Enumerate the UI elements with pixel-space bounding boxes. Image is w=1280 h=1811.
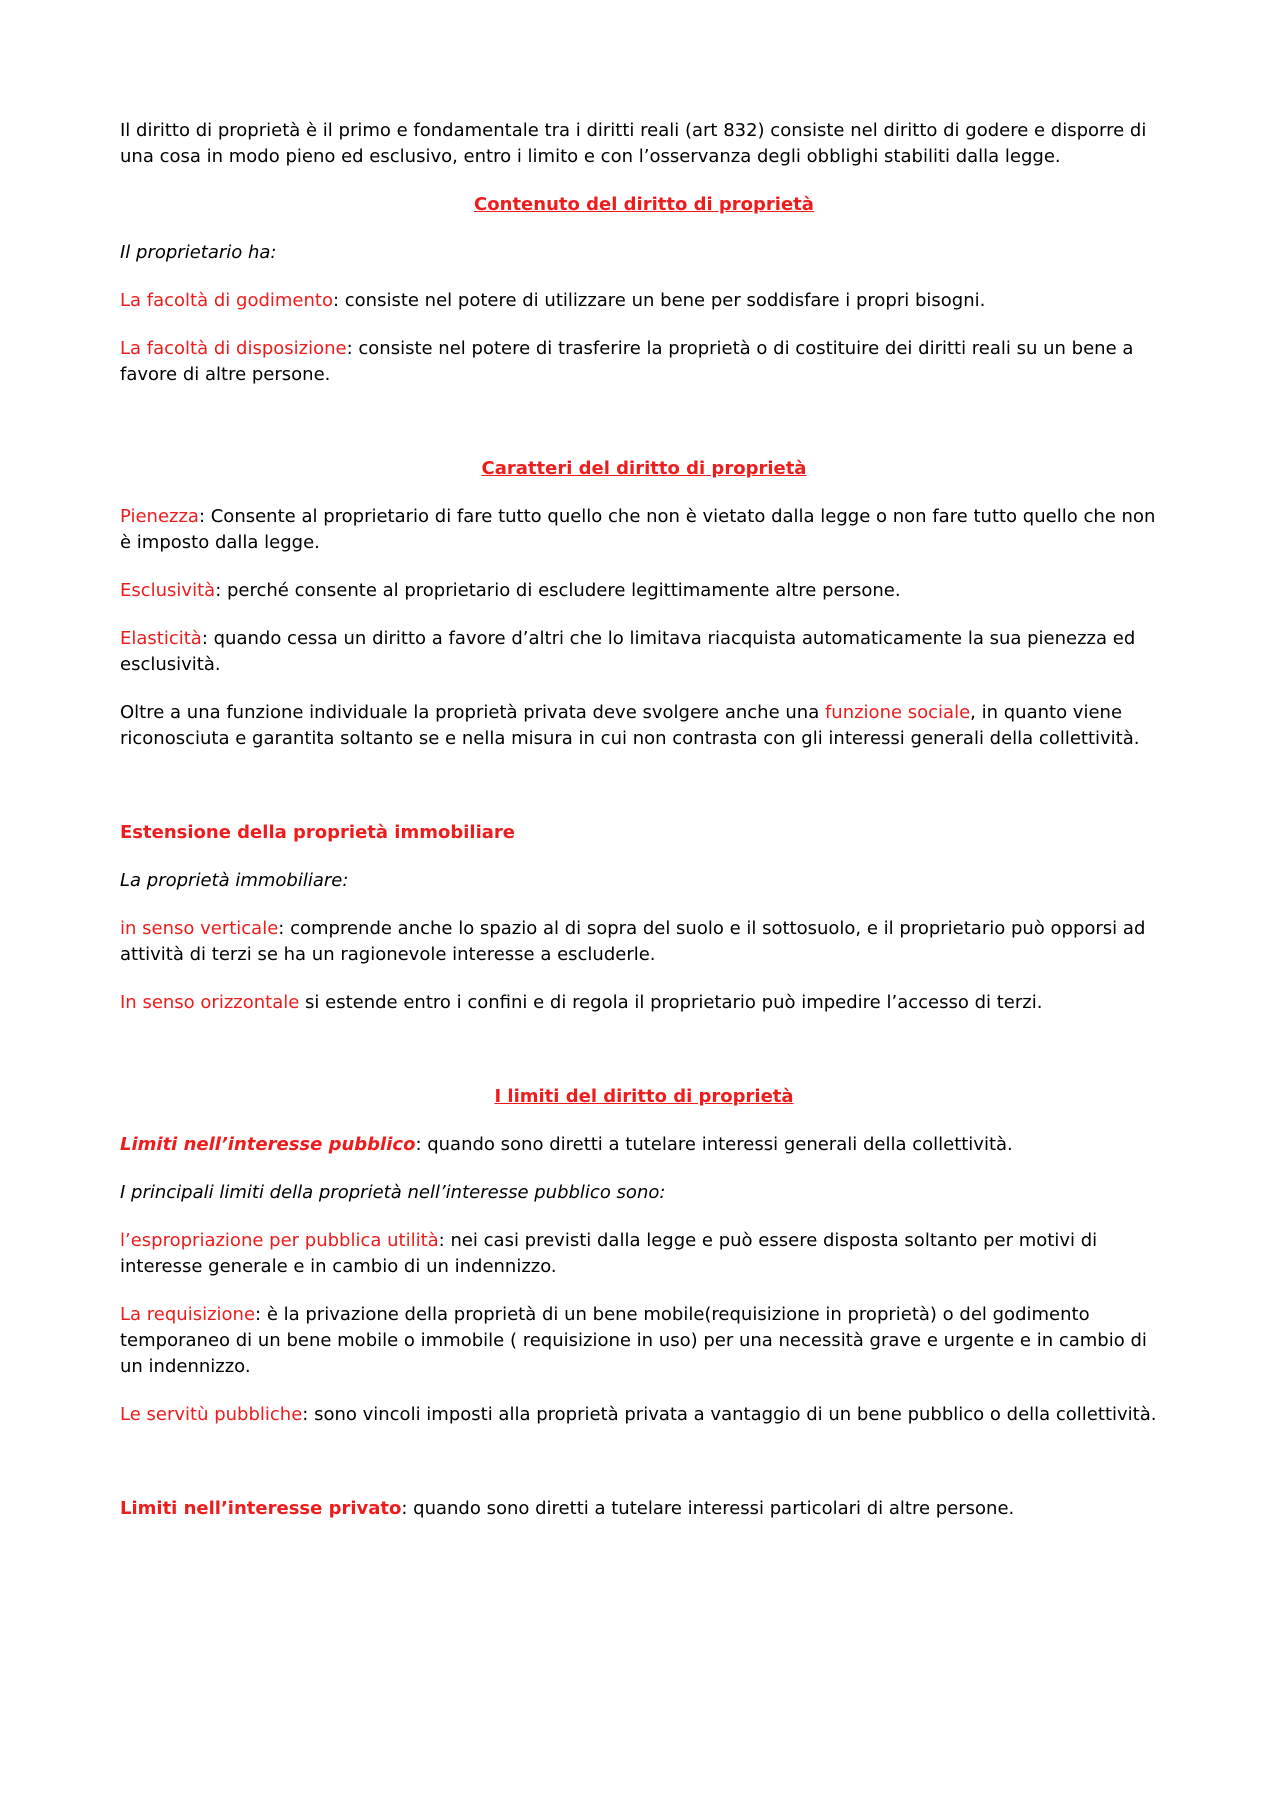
definition-term: Elasticità (120, 628, 202, 649)
definition-text: : quando cessa un diritto a favore d’altri che lo limitava riacquista automaticamente la sua pienezza ed esclusività. (120, 628, 1136, 675)
definition-term: funzione sociale (824, 702, 971, 723)
spacer (120, 410, 1168, 456)
definition-disposizione (120, 336, 1168, 388)
definition-term: Limiti nell’interesse privato (120, 1498, 402, 1519)
definition-text: : consiste nel potere di utilizzare un bene per soddisfare i propri bisogni. (332, 290, 986, 311)
definition-text: : nei casi previsti dalla legge e può essere disposta soltanto per motivi di interesse generale e in cambio di un indennizzo. (120, 1230, 1098, 1277)
definition-text: : perché consente al proprietario di escludere legittimamente altre persone. (215, 580, 901, 601)
definition-term: Limiti nell’interesse pubblico (120, 1134, 416, 1155)
section-heading-contenuto: Contenuto del diritto di proprietà (474, 194, 814, 215)
definition-text: : quando sono diretti a tutelare interessi particolari di altre persone. (401, 1498, 1015, 1519)
spacer (120, 1038, 1168, 1084)
paragraph-text: Oltre a una funzione individuale la proprietà privata deve svolgere anche una (120, 702, 825, 723)
definition-espropriazione (120, 1228, 1168, 1280)
definition-verticale (120, 916, 1168, 968)
definition-term: l’espropriazione per pubblica utilità (120, 1230, 439, 1251)
definition-term: La facoltà di godimento (120, 290, 333, 311)
definition-text: si estende entro i confini e di regola il proprietario può impedire l’accesso di terzi. (299, 992, 1043, 1013)
section4-lead: I principali limiti della proprietà nell’interesse pubblico sono: (120, 1182, 666, 1203)
definition-pienezza (120, 504, 1168, 556)
definition-text: : quando sono diretti a tutelare interessi generali della collettività. (415, 1134, 1013, 1155)
section-heading-limiti: I limiti del diritto di proprietà (494, 1086, 794, 1107)
intro-paragraph: Il diritto di proprietà è il primo e fondamentale tra i diritti reali (art 832) consiste nel diritto di godere e disporre di una cosa in modo pieno ed esclusivo, entro i limito e con l’osservanza degli obblighi stabiliti dalla legge. (120, 120, 1147, 167)
definition-text: : consiste nel potere di trasferire la proprietà o di costituire dei diritti reali su un bene a favore di altre persone. (120, 338, 1134, 385)
definition-term: La requisizione (120, 1304, 256, 1325)
limiti-privato-paragraph (120, 1496, 1168, 1522)
definition-term: Pienezza (120, 506, 199, 527)
section-heading-caratteri: Caratteri del diritto di proprietà (481, 458, 807, 479)
definition-text: : Consente al proprietario di fare tutto quello che non è vietato dalla legge o non fare tutto quello che non è imposto dalla legge. (120, 506, 1156, 553)
section1-lead: Il proprietario ha: (120, 242, 277, 263)
paragraph-text: , in quanto viene riconosciuta e garantita soltanto se e nella misura in cui non contrasta con gli interessi generali della collettività. (120, 702, 1140, 749)
definition-orizzontale (120, 990, 1168, 1016)
document-page (120, 118, 1168, 1544)
section3-lead: La proprietà immobiliare: (120, 870, 349, 891)
definition-text: : è la privazione della proprietà di un bene mobile(requisizione in proprietà) o del godimento temporaneo di un bene mobile o immobile ( requisizione in uso) per una necessità grave e urgente e in cambio di un indennizzo. (120, 1304, 1147, 1377)
definition-term: La facoltà di disposizione (120, 338, 347, 359)
definition-text: : sono vincoli imposti alla proprietà privata a vantaggio di un bene pubblico o della collettività. (302, 1404, 1157, 1425)
section-heading-estensione: Estensione della proprietà immobiliare (120, 822, 515, 843)
definition-elasticita (120, 626, 1168, 678)
definition-godimento (120, 288, 1168, 314)
definition-term: Le servitù pubbliche (120, 1404, 303, 1425)
funzione-sociale-paragraph (120, 700, 1168, 752)
definition-term: in senso verticale (120, 918, 279, 939)
definition-term: In senso orizzontale (120, 992, 300, 1013)
definition-servitu (120, 1402, 1168, 1428)
definition-text: : comprende anche lo spazio al di sopra del suolo e il sottosuolo, e il proprietario può opporsi ad attività di terzi se ha un ragionevole interesse a escluderle. (120, 918, 1146, 965)
definition-requisizione (120, 1302, 1168, 1380)
spacer (120, 774, 1168, 820)
spacer (120, 1450, 1168, 1496)
limiti-pubblico-paragraph (120, 1132, 1168, 1158)
definition-esclusivita (120, 578, 1168, 604)
definition-term: Esclusività (120, 580, 216, 601)
